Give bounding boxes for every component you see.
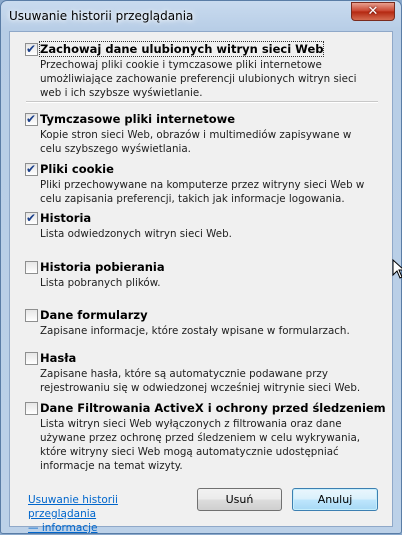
checkbox-passwords[interactable] [25, 352, 38, 365]
separator [26, 101, 378, 103]
option-description: Zapisane hasła, które są automatycznie podawane przy rejestrowaniu się w odwiedzonej wcześniej witrynie sieci Web. [40, 368, 361, 394]
window-title: Usuwanie historii przeglądania [9, 9, 194, 23]
checkbox-cookies[interactable] [25, 163, 38, 176]
option-title[interactable]: Dane formularzy [40, 308, 148, 322]
option-description: Kopie stron sieci Web, obrazów i multimediów zapisywane w celu szybszego wyświetlania. [40, 129, 352, 155]
close-icon: ✕ [367, 4, 379, 19]
option-description: Pliki przechowywane na komputerze przez witryny sieci Web w celu zapisania preferencji, takich jak informacje logowania. [40, 179, 365, 205]
delete-button[interactable] [197, 488, 282, 511]
checkbox-activex-tracking-protection[interactable] [25, 402, 38, 415]
option-description: Lista witryn sieci Web wyłączonych z filtrowania oraz dane używane przez ochronę przed śledzeniem w celu wykrywania, które witryny sieci Web mogą automatycznie udostępniać informacje na temat wizyty. [40, 418, 361, 472]
help-link[interactable] [28, 493, 178, 535]
option-title[interactable]: Pliki cookie [40, 162, 114, 176]
checkmark-icon: ✔ [26, 112, 37, 126]
option-description: Lista odwiedzonych witryn sieci Web. [40, 228, 232, 240]
option-title[interactable]: Historia pobierania [40, 260, 165, 274]
option-title[interactable]: Hasła [40, 351, 77, 365]
checkbox-form-data[interactable] [25, 309, 38, 322]
checkbox-download-history[interactable] [25, 261, 38, 274]
checkbox-preserve-favorites[interactable] [25, 43, 38, 56]
help-link-line2[interactable]: — informacje [28, 522, 98, 534]
checkbox-history[interactable] [25, 212, 38, 225]
checkmark-icon: ✔ [26, 162, 37, 176]
cancel-button-label: Anuluj [317, 493, 353, 506]
option-title[interactable]: Tymczasowe pliki internetowe [40, 112, 236, 126]
option-title[interactable]: Zachowaj dane ulubionych witryn sieci Web [40, 42, 324, 56]
option-title[interactable]: Dane Filtrowania ActiveX i ochrony przed śledzeniem [40, 401, 386, 415]
option-description: Przechowaj pliki cookie i tymczasowe pliki internetowe umożliwiające zachowanie preferencji ulubionych witryn sieci web i ich szybsze wyświetlanie. [40, 59, 357, 99]
option-title[interactable]: Historia [40, 211, 92, 225]
resize-cursor-icon [392, 259, 402, 279]
help-link-line1[interactable]: Usuwanie historii przeglądania [28, 494, 118, 520]
delete-button-label: Usuń [225, 493, 254, 506]
dialog-body [9, 31, 393, 534]
title-bar[interactable] [1, 1, 401, 31]
checkbox-temporary-internet-files[interactable] [25, 113, 38, 126]
option-description: Lista pobranych plików. [40, 277, 161, 289]
checkmark-icon: ✔ [26, 211, 37, 225]
checkmark-icon: ✔ [26, 42, 37, 56]
option-description: Zapisane informacje, które zostały wpisane w formularzach. [40, 325, 350, 337]
close-button[interactable] [351, 2, 395, 21]
cancel-button[interactable] [292, 488, 378, 511]
